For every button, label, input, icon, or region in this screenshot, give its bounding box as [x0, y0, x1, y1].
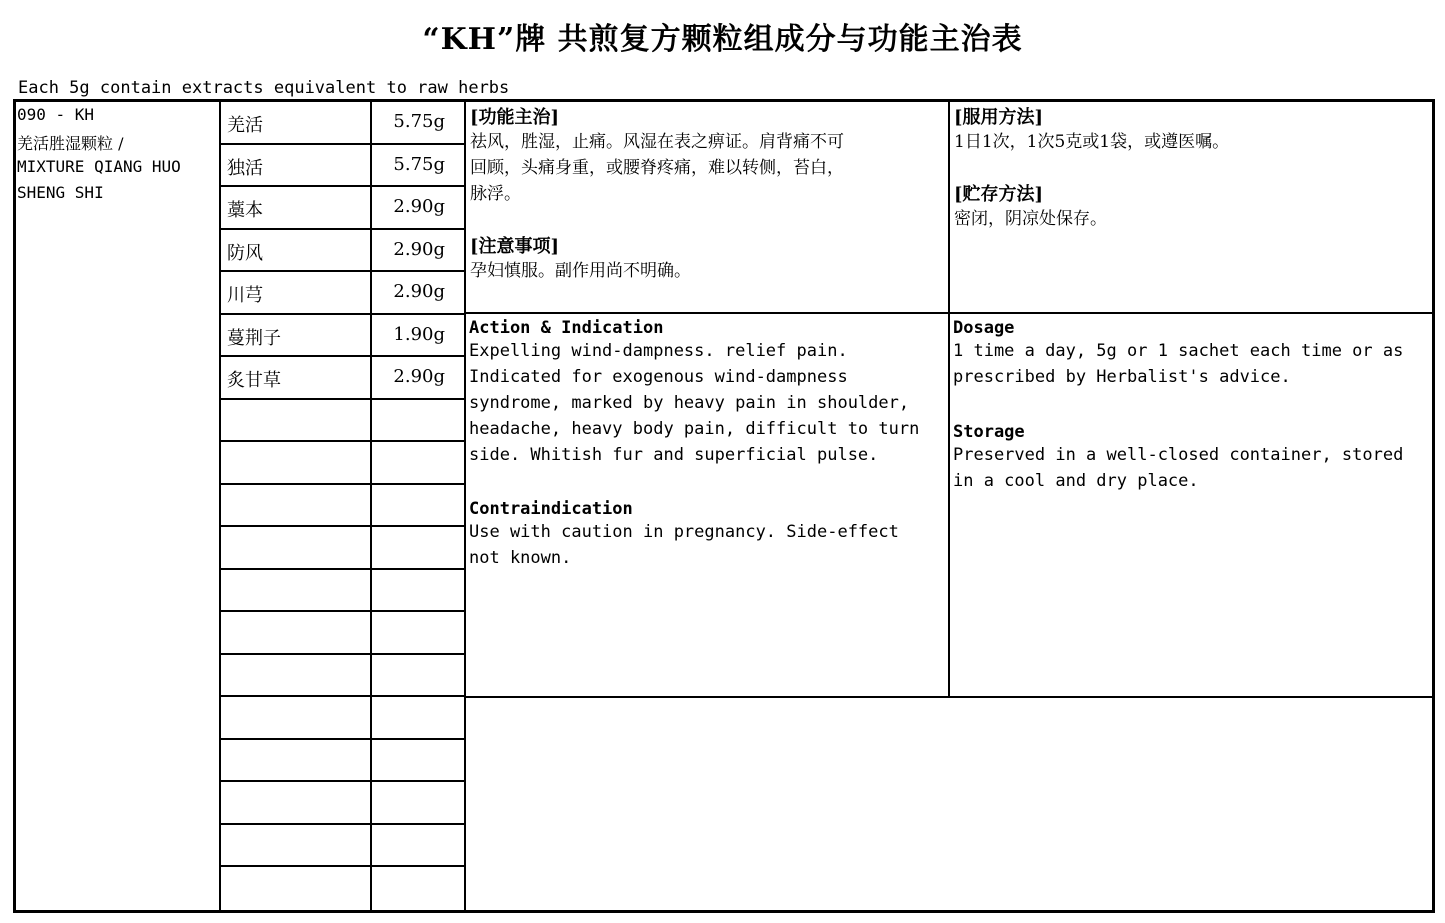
herb-row-divider: [220, 823, 465, 825]
action-en-line: headache, heavy body pain, difficult to turn: [469, 419, 920, 439]
contraindication-en-line: Use with caution in pregnancy. Side-effect: [469, 522, 899, 542]
herb-row: [221, 229, 465, 272]
dosage-en-line: prescribed by Herbalist's advice.: [953, 367, 1291, 387]
divider: [465, 312, 1433, 314]
action-en-line: Indicated for exogenous wind-dampness: [469, 367, 848, 387]
action-zh-heading: [功能主治]: [470, 107, 560, 128]
herb-row-divider: [220, 653, 465, 655]
page-title: “KH”牌 共煎复方颗粒组成分与功能主治表: [422, 22, 1023, 57]
herb-name: 羌活: [227, 115, 263, 136]
herb-dose: 2.90g: [393, 366, 445, 387]
caution-zh-heading: [注意事项]: [470, 236, 560, 257]
action-zh-line: 祛风，胜湿，止痛。风湿在表之痹证。肩背痛不可: [470, 132, 844, 152]
herb-name: 防风: [227, 242, 263, 264]
herb-name: 藁本: [227, 200, 263, 221]
herb-row: [221, 356, 465, 399]
contraindication-en-heading: Contraindication: [469, 499, 633, 519]
herb-dose: 2.90g: [393, 281, 445, 302]
herb-row-divider: [220, 780, 465, 782]
caution-zh-text: 孕妇慎服。副作用尚不明确。: [470, 261, 691, 281]
product-name-en: MIXTURE QIANG HUO: [17, 157, 181, 176]
dosage-en-section: [953, 318, 1403, 390]
action-en-section: [469, 318, 919, 468]
divider: [465, 696, 1433, 698]
herb-row: [221, 101, 465, 144]
herb-row-divider: [220, 568, 465, 570]
product-name-en: SHENG SHI: [17, 183, 104, 202]
storage-en-heading: Storage: [953, 422, 1025, 442]
storage-zh-heading: [贮存方法]: [954, 184, 1044, 205]
storage-zh-section: [954, 180, 1107, 232]
herb-row-divider: [220, 738, 465, 740]
dosage-zh-text: 1日1次，1次5克或1袋，或遵医嘱。: [954, 132, 1230, 152]
action-en-line: Expelling wind-dampness. relief pain.: [469, 341, 848, 361]
storage-en-section: [953, 422, 1403, 494]
herb-row-divider: [220, 440, 465, 442]
subtitle: Each 5g contain extracts equivalent to raw herbs: [18, 78, 510, 98]
herb-name: 蔓荆子: [227, 327, 281, 349]
storage-zh-text: 密闭，阴凉处保存。: [954, 209, 1107, 229]
caution-zh-section: [470, 232, 691, 284]
herb-row: [221, 314, 465, 357]
herb-row-divider: [220, 695, 465, 697]
product-name-zh: 羌活胜湿颗粒 /: [17, 134, 124, 153]
herb-row-divider: [220, 525, 465, 527]
herb-row-divider: [220, 483, 465, 485]
action-en-line: syndrome, marked by heavy pain in shoulder,: [469, 393, 910, 413]
herb-name: 独活: [227, 157, 263, 179]
contraindication-en-line: not known.: [469, 548, 572, 568]
action-zh-line: 脉浮。: [470, 184, 521, 204]
divider: [948, 101, 950, 698]
dosage-en-line: 1 time a day, 5g or 1 sachet each time or as: [953, 341, 1404, 361]
dosage-zh-heading: [服用方法]: [954, 107, 1044, 128]
herb-row-divider: [220, 610, 465, 612]
herb-dose: 1.90g: [393, 323, 445, 345]
herb-dose: 2.90g: [393, 196, 445, 217]
product-code: 090 - KH: [17, 105, 95, 124]
herb-dose: 2.90g: [393, 238, 445, 260]
herb-row: [221, 186, 465, 229]
herb-row: [221, 271, 465, 314]
herb-dose: 5.75g: [393, 111, 445, 132]
storage-en-line: in a cool and dry place.: [953, 471, 1199, 491]
dosage-en-heading: Dosage: [953, 318, 1015, 338]
herb-name: 炙甘草: [227, 370, 281, 391]
action-en-heading: Action & Indication: [469, 318, 664, 338]
herb-row: [221, 144, 465, 187]
action-zh-section: [470, 103, 844, 207]
herb-dose: 5.75g: [393, 153, 445, 175]
dosage-zh-section: [954, 103, 1229, 155]
storage-en-line: Preserved in a well-closed container, stored: [953, 445, 1404, 465]
contraindication-en-section: [469, 499, 899, 571]
herb-name: 川芎: [227, 285, 263, 306]
action-en-line: side. Whitish fur and superficial pulse.: [469, 445, 879, 465]
action-zh-line: 回顾，头痛身重，或腰脊疼痛，难以转侧，苔白，: [470, 158, 844, 178]
herb-row-divider: [220, 865, 465, 867]
